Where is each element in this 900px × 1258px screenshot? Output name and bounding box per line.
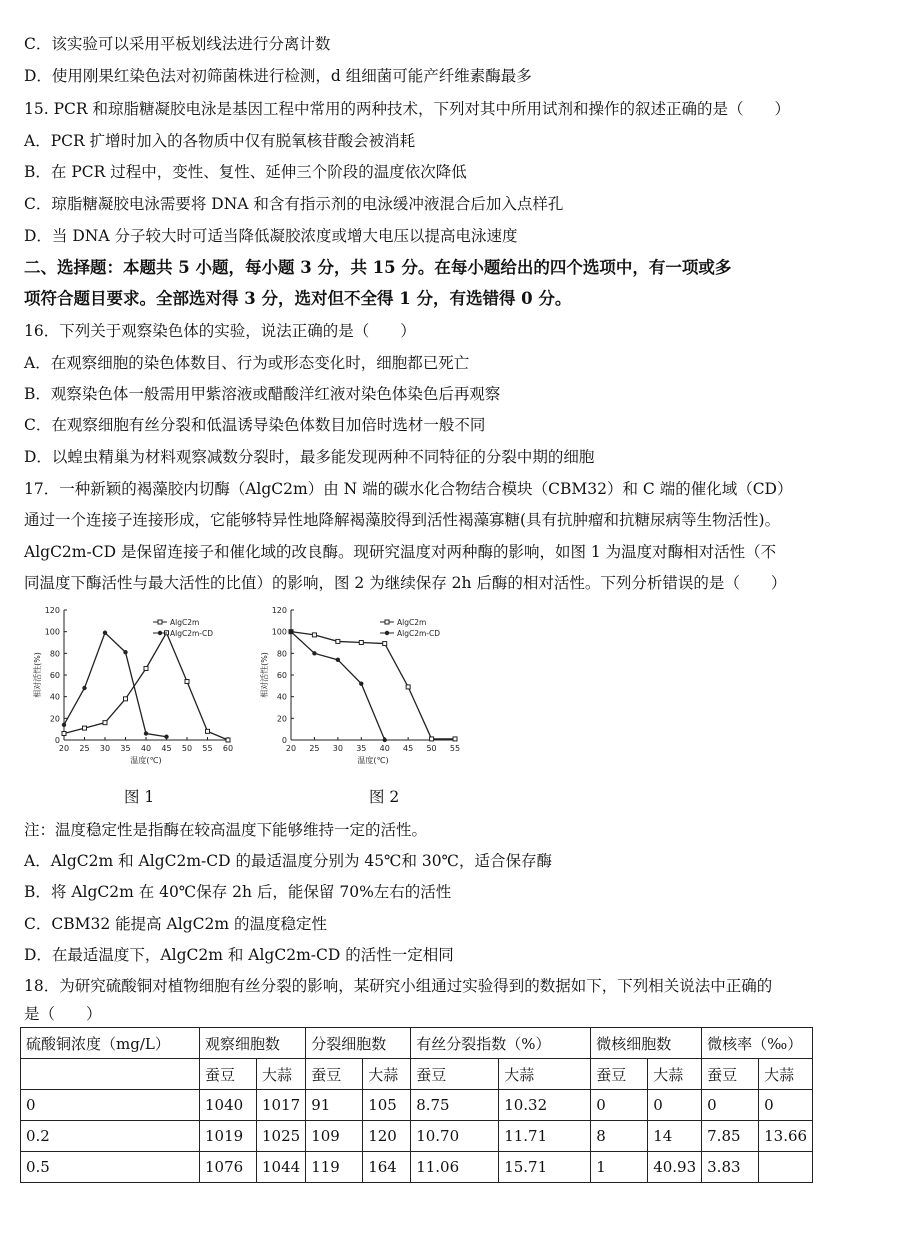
- x-tick-label: 35: [356, 744, 367, 753]
- x-tick-label: 45: [161, 744, 172, 753]
- table-subheader: 蚕豆: [306, 1059, 363, 1090]
- q14-option-d: D．使用刚果红染色法对初筛菌株进行检测，d 组细菌可能产纤维素酶最多: [24, 67, 532, 85]
- legend-label: AlgC2m: [397, 618, 427, 627]
- data-point: [359, 641, 363, 645]
- q17-option-c: C．CBM32 能提高 AlgC2m 的温度稳定性: [24, 915, 327, 933]
- table-cell: 105: [363, 1090, 411, 1121]
- table-cell: 0: [21, 1090, 200, 1121]
- q14-option-c: C．该实验可以采用平板划线法进行分离计数: [24, 35, 331, 53]
- x-tick-label: 55: [202, 744, 213, 753]
- series-line: [64, 633, 167, 737]
- q18-stem: 18．为研究硫酸铜对植物细胞有丝分裂的影响，某研究小组通过实验得到的数据如下，下列相关说法中正确的: [24, 977, 773, 995]
- series-line: [291, 632, 455, 739]
- y-tick-label: 120: [44, 606, 60, 615]
- table-cell: 1019: [200, 1121, 257, 1152]
- q15-option-b: B．在 PCR 过程中，变性、复性、延伸三个阶段的温度依次降低: [24, 163, 467, 181]
- table-subheader-row: [21, 1059, 813, 1090]
- x-axis-label: 温度(℃): [130, 756, 162, 765]
- data-point: [312, 651, 316, 655]
- table-cell-empty: [21, 1059, 200, 1090]
- copper-sulfate-table: [20, 1027, 813, 1183]
- table-cell: 14: [648, 1121, 702, 1152]
- data-point: [406, 685, 410, 689]
- data-point: [164, 735, 168, 739]
- series-line: [64, 633, 228, 740]
- table-cell: 0: [648, 1090, 702, 1121]
- q17-stem-4: 同温度下酶活性与最大活性的比值）的影响，图 2 为继续保存 2h 后酶的相对活性。下列分析错误的是（ ）: [24, 574, 787, 592]
- data-point: [383, 738, 387, 742]
- x-tick-label: 50: [181, 744, 193, 753]
- table-subheader: 蚕豆: [411, 1059, 499, 1090]
- table-subheader: 大蒜: [648, 1059, 702, 1090]
- y-tick-label: 40: [276, 692, 287, 702]
- data-point: [82, 686, 86, 690]
- table-cell: 13.66: [759, 1121, 813, 1152]
- legend-marker: [385, 620, 389, 624]
- table-subheader: 大蒜: [759, 1059, 813, 1090]
- table-cell: 8.75: [411, 1090, 499, 1121]
- q17-stem-2: 通过一个连接子连接形成，它能够特异性地降解褐藻胶得到活性褐藻寡糖(具有抗肿瘤和抗糖尿病等生物活性)。: [24, 511, 781, 529]
- data-point: [226, 738, 230, 742]
- table-subheader: 蚕豆: [591, 1059, 648, 1090]
- table-cell: 40.93: [648, 1152, 702, 1183]
- table-cell: 0.2: [21, 1121, 200, 1152]
- x-tick-label: 20: [285, 744, 297, 753]
- legend-marker: [158, 631, 162, 635]
- table-header: 硫酸铜浓度（mg/L）: [21, 1028, 200, 1059]
- table-cell: 1076: [200, 1152, 257, 1183]
- x-tick-label: 30: [99, 744, 111, 753]
- table-header: 分裂细胞数: [306, 1028, 411, 1059]
- table-cell: 1017: [257, 1090, 306, 1121]
- data-point: [103, 721, 107, 725]
- table-cell: 0: [591, 1090, 648, 1121]
- table-cell: 0: [759, 1090, 813, 1121]
- data-point: [359, 681, 363, 685]
- y-tick-label: 100: [271, 627, 287, 637]
- y-tick-label: 60: [276, 671, 287, 680]
- y-tick-label: 0: [54, 736, 60, 745]
- x-tick-label: 25: [309, 744, 320, 753]
- data-point: [206, 729, 210, 733]
- table-cell: 0: [702, 1090, 759, 1121]
- legend-marker: [158, 620, 162, 624]
- q17-option-b: B．将 AlgC2m 在 40℃保存 2h 后，能保留 70%左右的活性: [24, 883, 452, 901]
- q15-option-d: D．当 DNA 分子较大时可适当降低凝胶浓度或增大电压以提高电泳速度: [24, 227, 518, 245]
- table-header: 观察细胞数: [200, 1028, 306, 1059]
- table-row: [21, 1090, 813, 1121]
- y-tick-label: 20: [276, 714, 287, 724]
- table-cell: 11.06: [411, 1152, 499, 1183]
- y-tick-label: 20: [49, 714, 60, 724]
- table-cell: 10.70: [411, 1121, 499, 1152]
- x-tick-label: 50: [426, 744, 437, 753]
- table-cell: 1044: [257, 1152, 306, 1183]
- q17-stem: 17．一种新颖的褐藻胶内切酶（AlgC2m）由 N 端的碳水化合物结合模块（CBM32）和 C 端的催化域（CD）: [24, 480, 793, 498]
- table-cell: [759, 1152, 813, 1183]
- y-tick-label: 80: [49, 649, 60, 659]
- y-tick-label: 120: [271, 606, 287, 615]
- x-tick-label: 40: [379, 744, 390, 753]
- table-header: 有丝分裂指数（%）: [411, 1028, 591, 1059]
- data-point: [123, 650, 127, 654]
- section-two-heading-cont: 项符合题目要求。全部选对得 3 分，选对但不全得 1 分，有选错得 0 分。: [24, 289, 572, 308]
- figure-2-caption: 图 2: [369, 788, 400, 806]
- table-cell: 11.71: [499, 1121, 591, 1152]
- data-point: [336, 639, 340, 643]
- x-tick-label: 30: [332, 744, 343, 753]
- data-point: [383, 642, 387, 646]
- q15-stem: 15. PCR 和琼脂糖凝胶电泳是基因工程中常用的两种技术，下列对其中所用试剂和操作的叙述正确的是（ ）: [24, 100, 790, 118]
- q17-note: 注：温度稳定性是指酶在较高温度下能够维持一定的活性。: [24, 821, 428, 839]
- y-tick-label: 60: [49, 671, 60, 680]
- data-point: [185, 680, 189, 684]
- table-cell: 1025: [257, 1121, 306, 1152]
- x-tick-label: 60: [222, 744, 234, 753]
- q17-stem-3: AlgC2m-CD 是保留连接子和催化域的改良酶。现研究温度对两种酶的影响，如图 1 为温度对酶相对活性（不: [24, 543, 777, 561]
- table-header: 微核细胞数: [591, 1028, 702, 1059]
- x-axis-label: 温度(℃): [357, 756, 389, 765]
- table-cell: 120: [363, 1121, 411, 1152]
- y-tick-label: 40: [49, 692, 60, 702]
- data-point: [289, 629, 293, 633]
- table-cell: 119: [306, 1152, 363, 1183]
- figure-2-chart: [255, 600, 480, 778]
- legend-label: AlgC2m: [170, 618, 200, 627]
- table-cell: 1: [591, 1152, 648, 1183]
- y-axis-label: 相对活性(%): [33, 652, 42, 698]
- legend-label: AlgC2m-CD: [397, 629, 441, 638]
- table-subheader: 大蒜: [363, 1059, 411, 1090]
- data-point: [62, 732, 66, 736]
- q18-stem-2: 是（ ）: [24, 1005, 102, 1023]
- table-subheader: 蚕豆: [200, 1059, 257, 1090]
- q16-option-c: C．在观察细胞有丝分裂和低温诱导染色体数目加倍时选材一般不同: [24, 416, 486, 434]
- table-header-row: [21, 1028, 813, 1059]
- q17-option-d: D．在最适温度下，AlgC2m 和 AlgC2m-CD 的活性一定相同: [24, 946, 454, 964]
- y-tick-label: 80: [276, 649, 287, 659]
- table-subheader: 大蒜: [257, 1059, 306, 1090]
- table-cell: 15.71: [499, 1152, 591, 1183]
- x-tick-label: 45: [403, 744, 414, 753]
- data-point: [83, 726, 87, 730]
- x-tick-label: 55: [449, 744, 461, 753]
- data-point: [103, 631, 107, 635]
- y-axis-label: 相对活性(%): [260, 652, 269, 698]
- data-point: [336, 658, 340, 662]
- legend-label: AlgC2m-CD: [170, 629, 214, 638]
- q15-option-c: C．琼脂糖凝胶电泳需要将 DNA 和含有指示剂的电泳缓冲液混合后加入点样孔: [24, 195, 564, 213]
- data-point: [124, 697, 128, 701]
- data-point: [430, 737, 434, 741]
- table-row: [21, 1152, 813, 1183]
- q15-option-a: A．PCR 扩增时加入的各物质中仅有脱氧核苷酸会被消耗: [24, 132, 416, 150]
- table-row: [21, 1121, 813, 1152]
- table-header: 微核率（‰）: [702, 1028, 813, 1059]
- data-point: [144, 667, 148, 671]
- x-tick-label: 35: [120, 744, 131, 753]
- table-cell: 0.5: [21, 1152, 200, 1183]
- table-cell: 91: [306, 1090, 363, 1121]
- section-two-heading: 二、选择题：本题共 5 小题，每小题 3 分，共 15 分。在每小题给出的四个选项中，有一项或多: [24, 258, 732, 277]
- q16-option-b: B．观察染色体一般需用甲紫溶液或醋酸洋红液对染色体染色后再观察: [24, 385, 501, 403]
- y-tick-label: 0: [281, 736, 287, 745]
- data-point: [453, 737, 457, 741]
- table-subheader: 大蒜: [499, 1059, 591, 1090]
- q16-stem: 16．下列关于观察染色体的实验，说法正确的是（ ）: [24, 322, 416, 340]
- table-cell: 3.83: [702, 1152, 759, 1183]
- table-subheader: 蚕豆: [702, 1059, 759, 1090]
- table-cell: 164: [363, 1152, 411, 1183]
- data-point: [312, 633, 316, 637]
- table-cell: 109: [306, 1121, 363, 1152]
- table-cell: 1040: [200, 1090, 257, 1121]
- q17-option-a: A．AlgC2m 和 AlgC2m-CD 的最适温度分别为 45℃和 30℃，适合保存酶: [24, 852, 552, 870]
- q16-option-a: A．在观察细胞的染色体数目、行为或形态变化时，细胞都已死亡: [24, 354, 470, 372]
- y-tick-label: 100: [44, 627, 60, 637]
- series-line: [291, 632, 385, 740]
- table-cell: 7.85: [702, 1121, 759, 1152]
- data-point: [144, 731, 148, 735]
- x-tick-label: 20: [58, 744, 70, 753]
- legend-marker: [385, 631, 389, 635]
- figure-1-caption: 图 1: [124, 788, 155, 806]
- x-tick-label: 40: [140, 744, 152, 753]
- table-cell: 10.32: [499, 1090, 591, 1121]
- q16-option-d: D．以蝗虫精巢为材料观察减数分裂时，最多能发现两种不同特征的分裂中期的细胞: [24, 448, 595, 466]
- data-point: [62, 723, 66, 727]
- table-cell: 8: [591, 1121, 648, 1152]
- x-tick-label: 25: [79, 744, 90, 753]
- figure-1-chart: [28, 600, 253, 778]
